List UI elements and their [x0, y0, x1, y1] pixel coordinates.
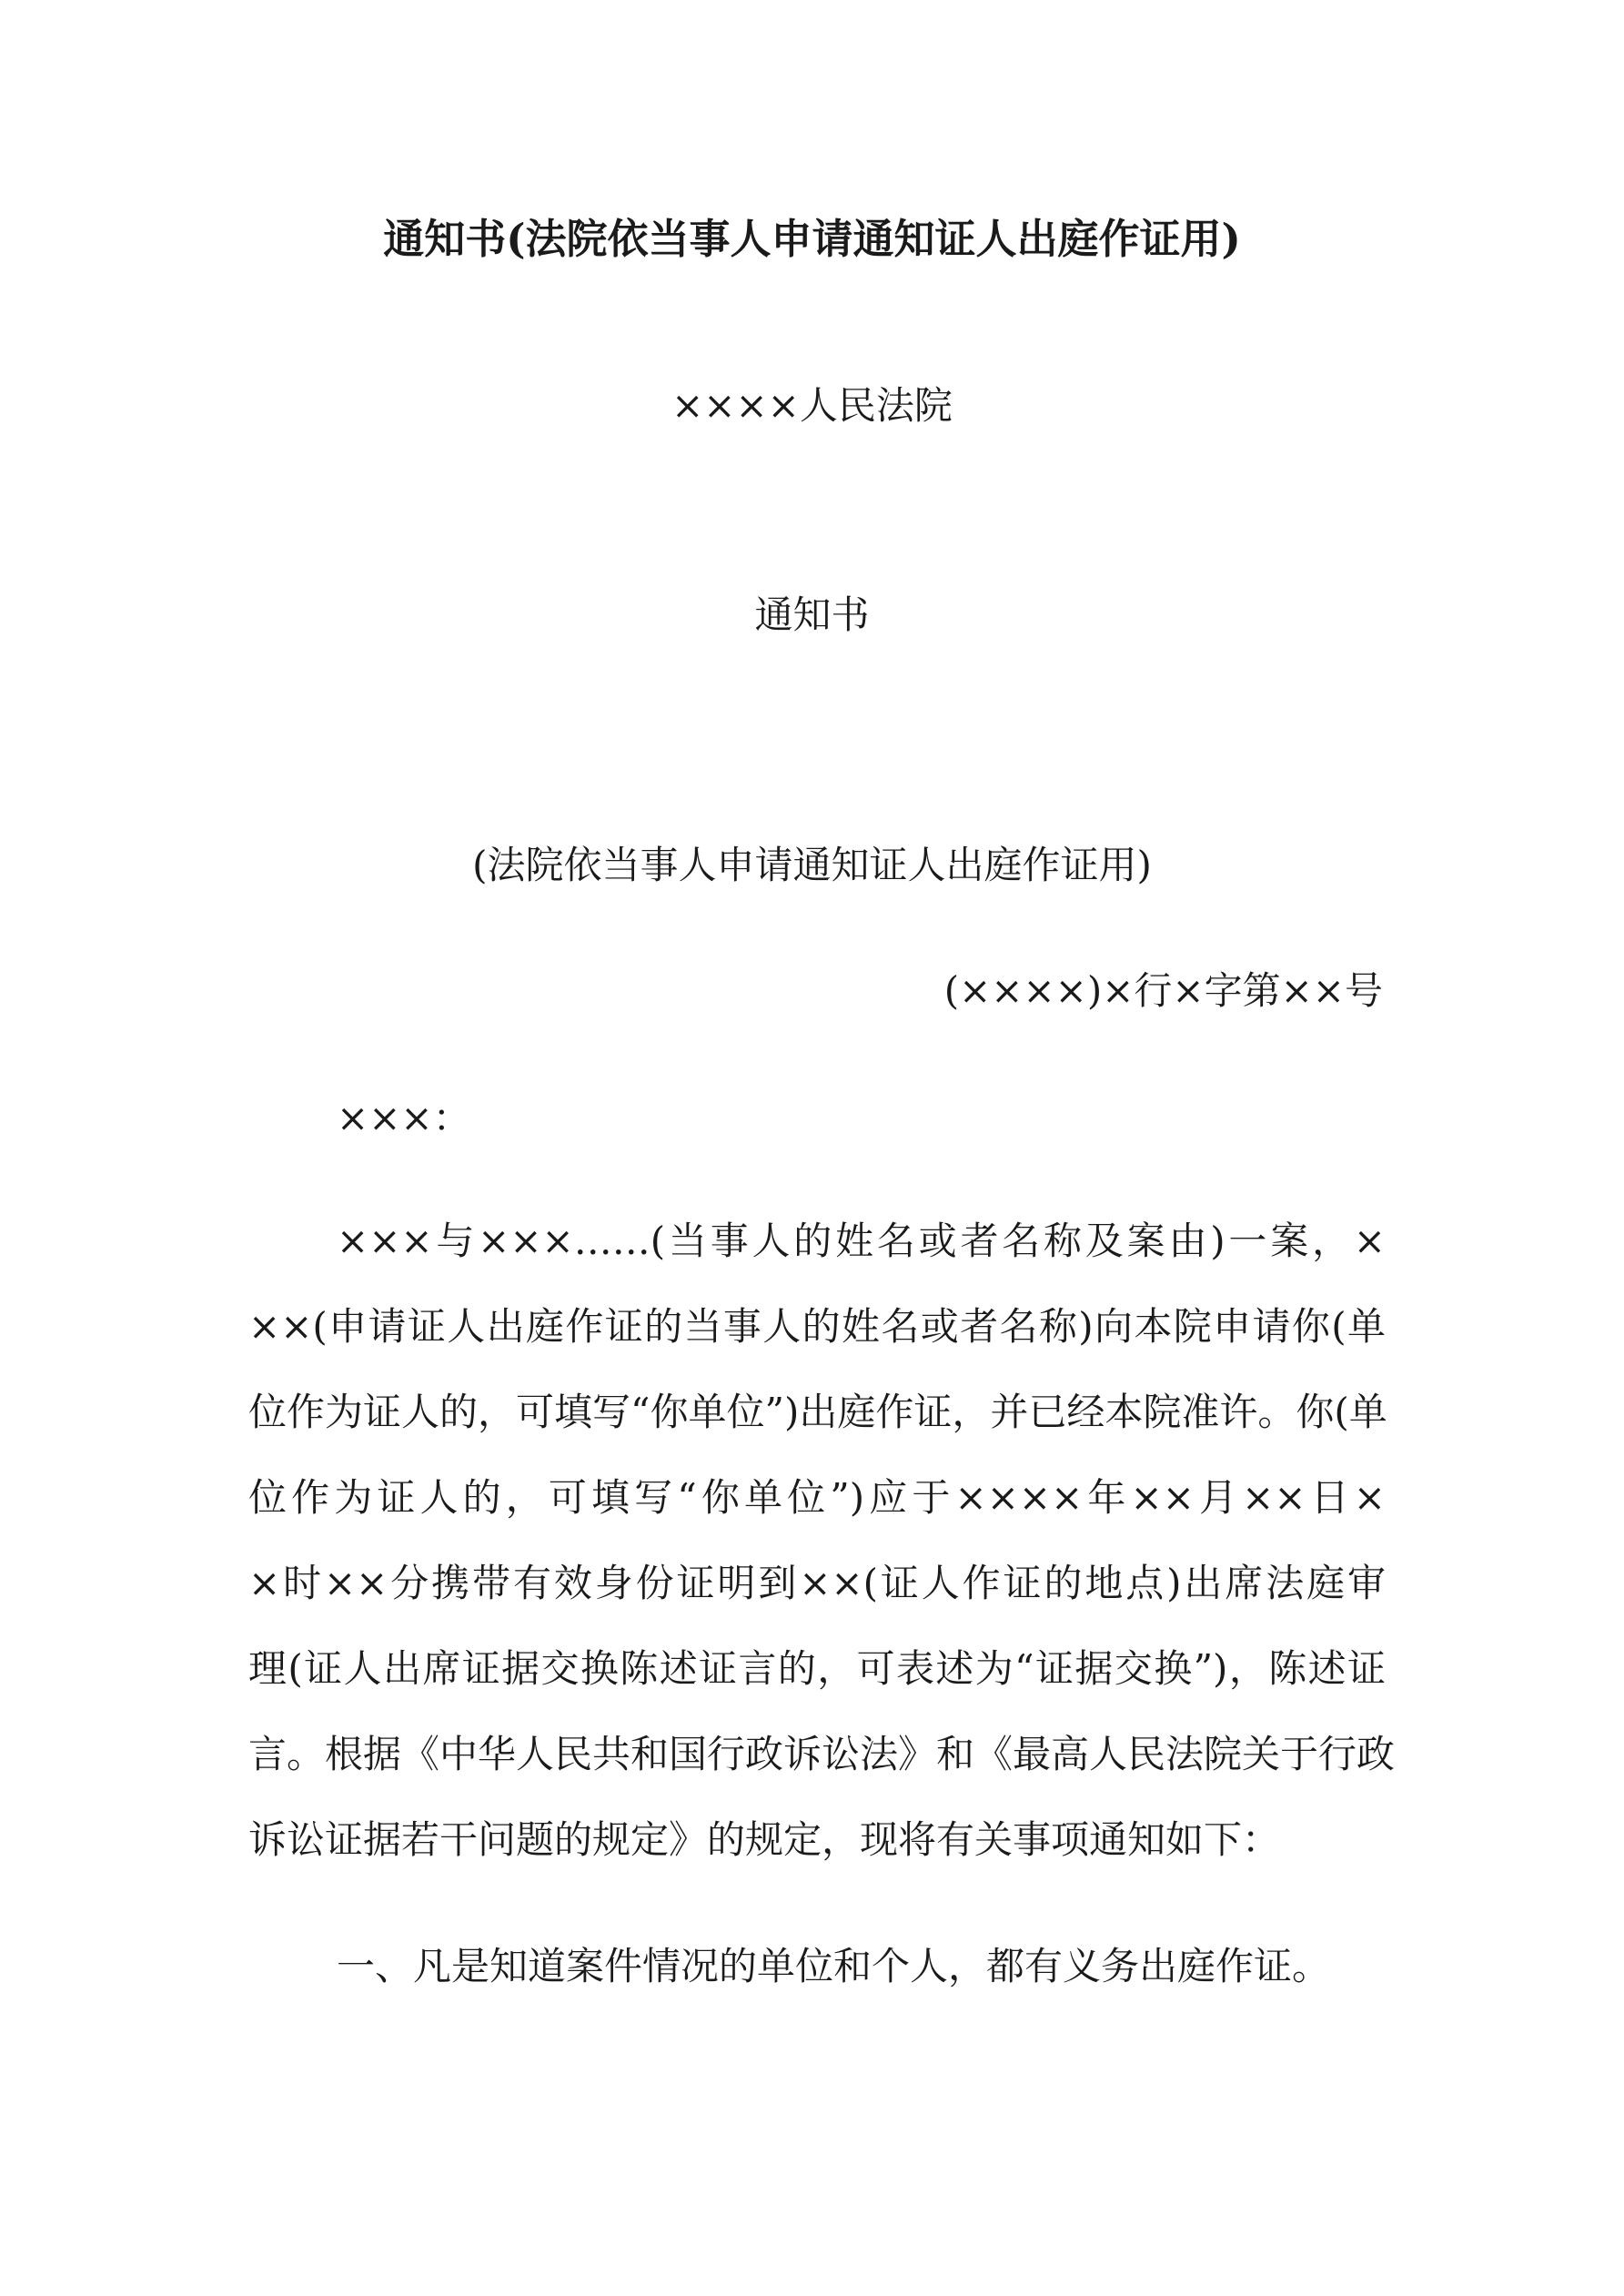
court-name: ××××人民法院 — [671, 383, 953, 428]
addressee: ×××： — [337, 1096, 471, 1140]
body-line: 位作为证人的，可填写“你单位”)应于××××年××月××日× — [248, 1475, 1386, 1520]
notice-item-1: 一、凡是知道案件情况的单位和个人，都有义务出庭作证。 — [337, 1944, 1331, 1988]
body-line: 理(证人出席证据交换陈述证言的，可表述为“证据交换”)，陈述证 — [248, 1646, 1386, 1691]
case-number: (××××)×行×字第××号 — [943, 968, 1383, 1013]
body-line: 言。根据《中华人民共和国行政诉讼法》和《最高人民法院关于行政 — [248, 1732, 1396, 1776]
body-line: ×××与×××……(当事人的姓名或者名称及案由)一案，× — [337, 1219, 1386, 1263]
notice-heading: 通知书 — [754, 592, 870, 637]
body-line: ××(申请证人出庭作证的当事人的姓名或者名称)向本院申请你(单 — [248, 1304, 1386, 1349]
notice-subtitle: (法院依当事人申请通知证人出庭作证用) — [472, 843, 1152, 887]
body-paragraph — [248, 1214, 1396, 1898]
body-line: ×时××分携带有效身份证明到××(证人作证的地点)出席法庭审 — [248, 1561, 1386, 1605]
document-title: 通知书(法院依当事人申请通知证人出庭作证用) — [383, 215, 1241, 263]
body-line: 位作为证人的，可填写“你单位”)出庭作证，并已经本院准许。你(单 — [248, 1390, 1387, 1434]
body-line: 诉讼证据若干问题的规定》的规定，现将有关事项通知如下： — [248, 1817, 1281, 1862]
